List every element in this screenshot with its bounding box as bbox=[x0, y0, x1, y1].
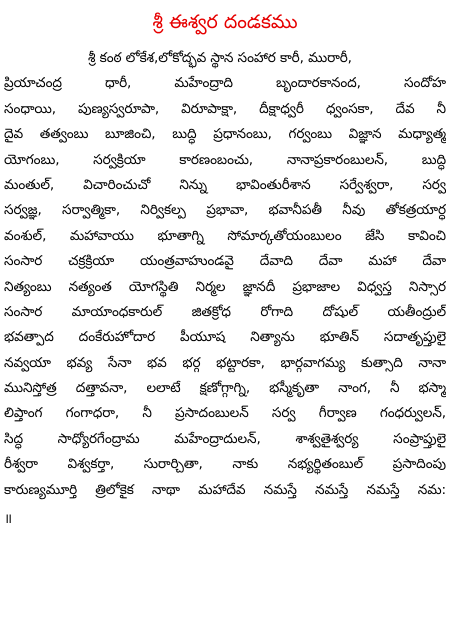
dandakam-text bbox=[4, 46, 446, 503]
text-line: సంసార మాయాంధకారుల్ జితక్రోధ రోగాది దోషుల్ యతీంద్రుల్ bbox=[4, 303, 446, 320]
text-line: నిత్యంబు నత్యంత యోగస్థితి నిర్మల జ్ఞానదీ ప్రభాజాల విధ్వస్త నిస్సార bbox=[4, 278, 446, 295]
text-line: సంసార చక్రక్రియా యంత్రవాహుండవై దేవాది దేవా మహా దేవా bbox=[4, 253, 446, 270]
text-line: ప్రియాచంద్ర ధారీ, మహేంద్రాది బృందారకానంద, సందోహ bbox=[4, 75, 446, 92]
text-line: సంధాయి, పుణ్యస్వరూపా, విరూపాక్షా, దీక్షాధ్వరీ ధ్వంసకా, దేవ నీ bbox=[4, 100, 446, 117]
text-line: యోగంబు, సర్వక్రియా కారణంబంచు, నానాప్రకారంబులన్, బుద్ధి bbox=[4, 151, 446, 168]
page-title: శ్రీ ఈశ్వర దండకము bbox=[152, 11, 298, 33]
closing-mark: ॥ bbox=[4, 511, 13, 528]
text-line: మంతుల్, విచారించుచో నిన్ను భావింతురీశాన సర్వేశ్వరా, సర్వ bbox=[4, 176, 446, 193]
text-line: వంశుల్, మహావాయు భూతాగ్ని సోమార్కతోయంబులం జేసి కావించి bbox=[4, 227, 446, 244]
text-line: రీశ్వరా విశ్వకర్తా, సురార్చితా, నాకు నభ్యర్థితంబుల్ ప్రసాదింపు bbox=[4, 456, 446, 473]
text-line: దైవ తత్వంబు బూజించి, బుద్ధి ప్రధానంబు, గర్వంబు విజ్ఞాన మధ్యాత్మ bbox=[4, 126, 446, 143]
text-line: కారుణ్యమూర్తి త్రిలోకైక నాథా మహాదేవ నమస్తే నమస్తే నమస్తే నమ: bbox=[4, 481, 446, 498]
text-line: సర్వజ్ఞ, సర్వాత్మికా, నిర్వికల్ప ప్రభావా, భవానీపతీ నీవు తోకత్రయార్ధ bbox=[4, 202, 446, 219]
text-line: శ్రీ కంఠ లోకేశ,లోకోద్భవ స్థాన సంహార కారీ, మురారీ, bbox=[88, 50, 352, 66]
text-line: నవ్వయా భవ్య సేనా భవ భర్గ భట్టారకా, భార్గవాగమ్య కుత్సాది నానా bbox=[4, 354, 446, 371]
text-line: లిప్తాంగ గంగాధరా, నీ ప్రసాదంబులన్ సర్వ గీర్వాణ గంధర్వులన్, bbox=[4, 405, 446, 422]
text-line: మునిస్తోత్ర దత్తావనా, లలాటే క్షణోగ్గాగ్ని, భస్మీకృతా నాంగ, నీ భస్మా bbox=[4, 380, 446, 397]
text-line: భవత్పాద దంకేరుహోదార పీయూష నిత్యాను భూతిన్ సదాతృప్తులై bbox=[4, 329, 446, 346]
text-line: సిద్ధ సాధ్యోరగేంద్రామ మహేంద్రాదులన్, శాశ్వతైశ్వర్య సంప్రాప్తులై bbox=[4, 430, 446, 447]
